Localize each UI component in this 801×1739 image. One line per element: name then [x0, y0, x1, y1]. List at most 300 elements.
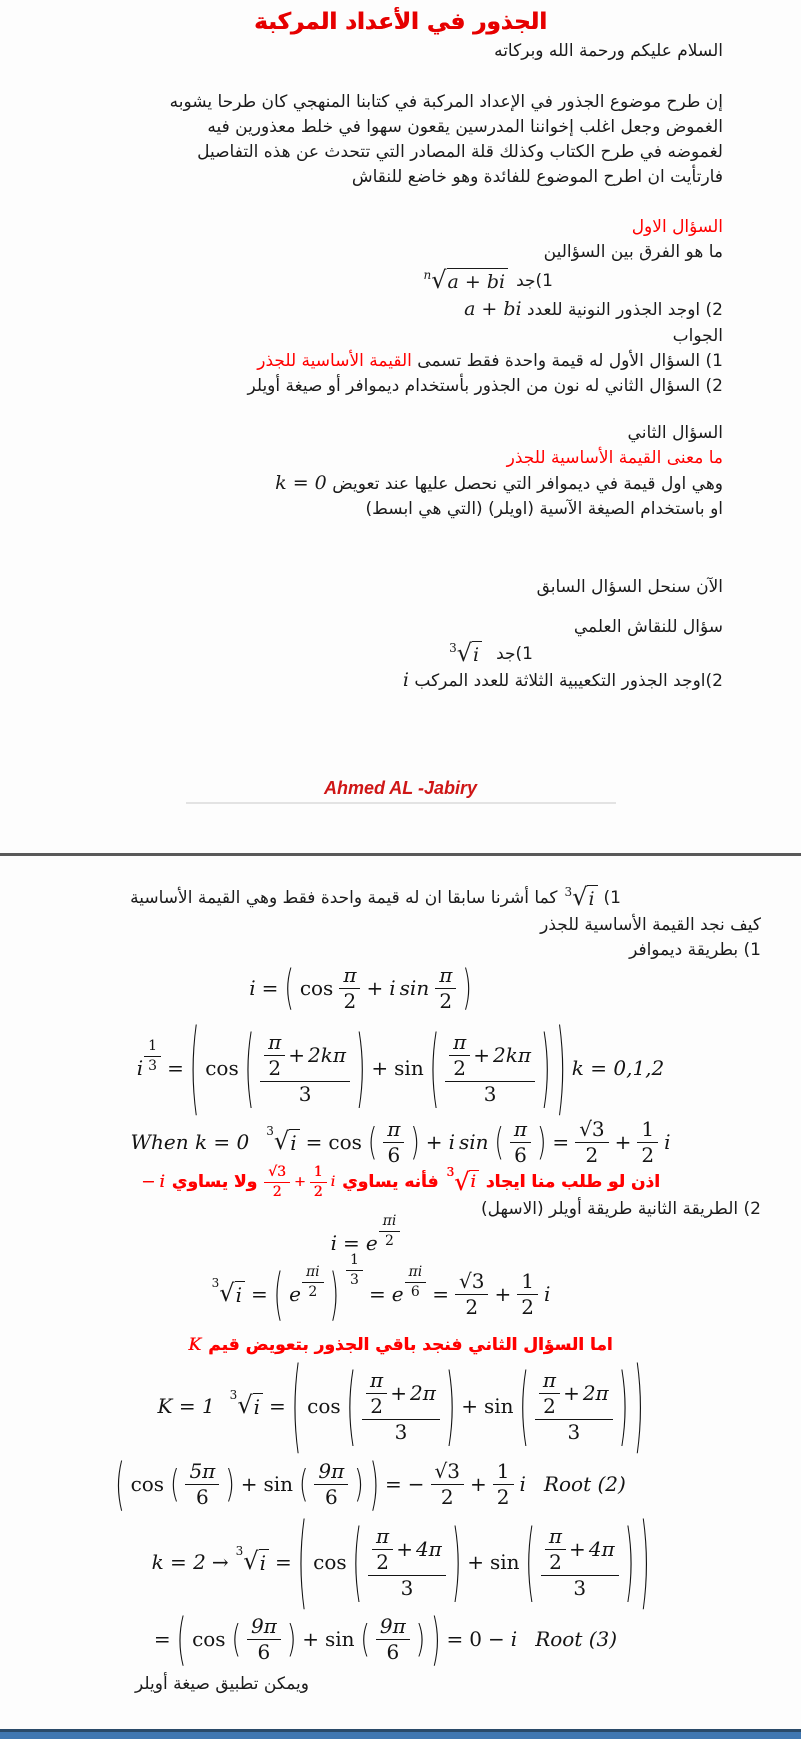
value-expression [264, 1164, 335, 1199]
math-token: i [330, 1174, 336, 1190]
cube-root-of-i [445, 1165, 478, 1196]
numerator [368, 1525, 446, 1576]
euler-cube-root-formula [20, 1252, 741, 1327]
radical-sign: √ [454, 1168, 470, 1196]
math-token: sin [483, 1394, 514, 1418]
math-token: 1 [517, 1270, 538, 1295]
close-paren: ) [556, 1008, 566, 1128]
math-token: = [153, 1627, 171, 1651]
math-token: 3 [483, 1081, 497, 1106]
math-token: 2kπ [493, 1042, 532, 1067]
close-paren: ) [445, 1356, 456, 1456]
radical-sign: √ [572, 882, 588, 911]
math-token: 2 [308, 1283, 318, 1300]
math-token: i [472, 641, 482, 668]
numerator [541, 1525, 619, 1576]
close-paren: ) [354, 1462, 364, 1506]
numerator [445, 1031, 535, 1082]
math-token: π [372, 1525, 393, 1550]
math-token: 6 [514, 1142, 527, 1167]
fraction [376, 1615, 410, 1664]
math-token: 3 [449, 640, 457, 655]
open-paren: ( [525, 1512, 535, 1612]
math-token: √3 [455, 1270, 488, 1295]
math-token: 2 [376, 1549, 389, 1574]
math-token: i [469, 1170, 478, 1192]
k-equals-zero: k = 0 [275, 472, 327, 494]
i-to-one-third [136, 1038, 161, 1085]
fraction [264, 1031, 285, 1080]
close-paren: ) [618, 1356, 629, 1456]
math-token: 4π [415, 1536, 442, 1561]
fraction [368, 1525, 446, 1600]
K-equals-1-label: K = 1 [157, 1394, 215, 1418]
fraction [247, 1615, 281, 1664]
math-token: 2 [543, 1393, 556, 1418]
root2-result-formula [10, 1453, 731, 1515]
open-paren: ( [115, 1451, 125, 1517]
numerator [362, 1369, 440, 1420]
fraction [455, 1270, 488, 1319]
math-token: sin [489, 1550, 520, 1574]
k2-root-formula [40, 1502, 761, 1622]
isin-group [449, 1130, 489, 1154]
math-token: π [383, 1118, 404, 1143]
isin-group [389, 976, 429, 1000]
radical-sign: √ [237, 1391, 253, 1419]
math-token: + [302, 1627, 319, 1651]
math-token: 6 [257, 1639, 271, 1664]
math-token: 1 [637, 1118, 658, 1143]
numerator [535, 1369, 613, 1420]
fraction [302, 1264, 324, 1299]
radical-sign: √ [456, 638, 473, 667]
math-token: 6 [324, 1484, 338, 1509]
fraction [366, 1369, 387, 1418]
math-token: π [264, 1031, 285, 1056]
radical-sign: √ [243, 1547, 259, 1575]
fraction [575, 1118, 608, 1167]
second-question-header [40, 1331, 761, 1359]
math-token: i [259, 1549, 269, 1575]
euler-note: ويمكن تطبيق صيغة أويلر [135, 1674, 309, 1694]
question2-explanation2: او باستخدام الصيغة الآسية (اويلر) (التي هي ابسط) [365, 499, 723, 519]
math-token: π [366, 1369, 387, 1394]
math-token: i [389, 976, 396, 1000]
math-token: 2 [313, 1183, 323, 1200]
now-solve-text: الآن سنحل السؤال السابق [536, 577, 723, 597]
fraction [383, 1118, 404, 1167]
math-token: + [467, 1550, 484, 1574]
k0-principal-root-formula [40, 1117, 761, 1167]
root3-label: Root (3) [535, 1627, 618, 1651]
math-token: a + bi [447, 268, 509, 295]
radical [448, 638, 482, 668]
math-token: 2 [370, 1393, 383, 1418]
math-token: 3 [229, 1388, 238, 1402]
signature-underline [186, 802, 616, 804]
document-title: الجذور في الأعداد المركبة [254, 9, 547, 35]
math-token: = [552, 1130, 570, 1154]
math-token: i [543, 1282, 551, 1306]
radical [564, 882, 598, 912]
math-token: i [587, 885, 597, 912]
math-token: 2 [496, 1484, 510, 1509]
close-paren: ) [286, 1617, 297, 1661]
fraction [310, 1164, 327, 1199]
math-token: πi [379, 1213, 401, 1231]
math-token: i [402, 669, 409, 691]
math-token: √3 [431, 1460, 464, 1485]
math-token: 9π [376, 1615, 410, 1640]
radical-sign: √ [273, 1127, 290, 1155]
math-token: cos [307, 1394, 341, 1418]
math-token: 3 [573, 1575, 587, 1600]
open-paren: ( [291, 1346, 302, 1466]
fraction [314, 1460, 348, 1509]
intro-line: الغموض وجعل اغلب إخواننا المدرسين يقعون سهوا في خلط معذورين فيه [207, 117, 723, 137]
intro-line: فارتأيت ان اطرح الموضوع للفائدة وهو خاضع للنقاش [351, 167, 723, 187]
exponent-one-third [144, 1038, 161, 1073]
question1-header: السؤال الاول [631, 217, 723, 237]
conclusion-text: ولا يساوي [171, 1172, 258, 1192]
open-paren: ( [273, 1261, 284, 1327]
close-paren: ) [415, 1617, 426, 1661]
nth-root-of-a-plus-bi [422, 265, 508, 295]
math-token: 9π [247, 1615, 281, 1640]
open-paren: ( [519, 1356, 529, 1456]
close-paren: ) [329, 1261, 340, 1327]
open-paren: ( [299, 1462, 309, 1506]
root2-label: Root (2) [543, 1472, 626, 1496]
math-token: i [519, 1472, 526, 1496]
intro-line: إن طرح موضوع الجذور في الإعداد المركبة في كتابنا المنهجي كان طرحا يشوبه [169, 92, 723, 112]
K-symbol: K [188, 1335, 202, 1355]
math-token: 3 [446, 1165, 455, 1179]
math-token: 3 [211, 1276, 220, 1290]
exponent-one-third [346, 1252, 363, 1287]
signature-block [78, 778, 723, 804]
close-paren: ) [410, 1120, 420, 1164]
cube-root-of-i [211, 1276, 245, 1307]
post-section-1 [0, 0, 801, 804]
math-token: 1 [346, 1252, 363, 1270]
math-token: sin [458, 1130, 489, 1154]
math-token: a + bi [464, 298, 522, 320]
k-equals-2-label: k = 2 [151, 1550, 206, 1574]
math-token: + [461, 1394, 478, 1418]
close-paren: ) [541, 1018, 551, 1118]
math-token: i [664, 1130, 671, 1154]
math-token: 2π [582, 1380, 609, 1405]
math-token: + [390, 1380, 407, 1405]
math-token: = [261, 976, 279, 1000]
math-token: + [240, 1472, 258, 1496]
math-token: 0 [469, 1627, 483, 1651]
math-token: 2 [440, 1484, 454, 1509]
math-token: = [305, 1130, 323, 1154]
item-number-label: 1) [603, 887, 621, 908]
math-token: − [407, 1472, 425, 1496]
fraction [264, 1164, 290, 1199]
open-paren: ( [244, 1018, 255, 1118]
math-token: + [425, 1130, 443, 1154]
math-token: 2 [453, 1055, 467, 1080]
math-token: 3 [235, 1544, 244, 1558]
fraction [493, 1460, 514, 1509]
math-token: = [269, 1394, 286, 1418]
math-token: 2 [268, 1055, 282, 1080]
fraction [539, 1369, 560, 1418]
bottom-blue-bar [0, 1729, 801, 1739]
fraction [535, 1369, 613, 1444]
math-token: 6 [196, 1484, 209, 1509]
math-token: π [510, 1118, 531, 1143]
math-token: 1 [310, 1164, 327, 1182]
math-token: 3 [148, 1057, 158, 1074]
math-token: 3 [266, 1124, 274, 1138]
math-token: 1 [144, 1038, 161, 1056]
math-token: = [385, 1472, 402, 1496]
math-token: + [473, 1042, 491, 1067]
math-token: = [343, 1231, 360, 1255]
method1-label: 1) بطريقة ديموافر [629, 940, 761, 960]
math-token: + [396, 1536, 413, 1561]
author-signature: Ahmed AL -Jabiry [323, 778, 478, 798]
fraction [260, 1031, 350, 1106]
k-values-label: k = 0,1,2 [571, 1056, 665, 1080]
answer1-highlight: القيمة الأساسية للجذر [257, 351, 412, 371]
fraction [637, 1118, 658, 1167]
math-token: π [539, 1369, 560, 1394]
open-paren: ( [189, 1008, 200, 1128]
math-token: = [275, 1550, 292, 1574]
math-token: 6 [410, 1283, 420, 1300]
discussion-item1 [78, 640, 723, 668]
discussion-header: سؤال للنقاش العلمي [573, 617, 723, 637]
math-token: 6 [387, 1142, 401, 1167]
math-token: e [289, 1282, 301, 1306]
arrow-symbol: → [211, 1550, 229, 1574]
math-token: 2 [521, 1294, 534, 1319]
question1-item1 [78, 265, 723, 297]
math-token: e [391, 1282, 404, 1306]
conclusion-text: فأنه يساوي [342, 1172, 439, 1192]
math-token: e [365, 1231, 378, 1255]
open-paren: ( [170, 1462, 180, 1506]
when-k0-label: When k = 0 [130, 1130, 250, 1154]
close-paren: ) [431, 1606, 441, 1672]
demoivre-form-of-i-formula [0, 960, 721, 1016]
open-paren: ( [367, 1120, 378, 1164]
open-paren: ( [346, 1356, 357, 1456]
math-token: i [159, 1172, 165, 1192]
math-token: = [167, 1056, 184, 1080]
radical-sign: √ [219, 1279, 235, 1307]
math-token: = [432, 1282, 449, 1306]
k1-root-formula [40, 1346, 761, 1466]
math-token: sin [324, 1627, 355, 1651]
close-paren: ) [451, 1512, 462, 1612]
fraction [372, 1525, 393, 1574]
close-paren: ) [369, 1451, 380, 1517]
math-token: π [339, 964, 360, 989]
answer-label: الجواب [672, 326, 723, 346]
cube-root-of-i [229, 1388, 263, 1419]
cube-root-of-i [448, 638, 482, 668]
math-token: 2π [409, 1380, 436, 1405]
cube-root-of-i [564, 882, 598, 912]
math-token: cos [205, 1056, 239, 1080]
solution-line1 [40, 883, 761, 913]
cube-root-of-i [235, 1544, 269, 1575]
fraction [431, 1460, 464, 1509]
answer2: 2) السؤال الثاني له نون من الجذور بأستخدام ديموافر أو صيغة أويلر [247, 376, 723, 396]
cube-root-of-i [265, 1124, 299, 1155]
math-token: 3 [400, 1575, 414, 1600]
question1-prompt: ما هو الفرق بين السؤالين [543, 242, 723, 262]
math-token: sin [399, 976, 430, 1000]
math-token: √3 [264, 1164, 290, 1182]
conclusion-text: اذن لو طلب منا ايجاد [485, 1172, 660, 1192]
open-paren: ( [284, 960, 294, 1016]
solution-line2: كيف نجد القيمة الأساسية للجذر [540, 915, 761, 935]
math-token: 5π [185, 1460, 219, 1485]
item-text: 2)اوجد الجذور التكعيبية الثلاثة للعدد المركب [414, 670, 723, 691]
math-token: πi [405, 1264, 427, 1282]
answer1 [78, 349, 723, 374]
math-token: n [423, 267, 432, 282]
exponent [405, 1264, 427, 1299]
math-token: cos [130, 1472, 165, 1496]
math-token: π [435, 964, 456, 989]
math-token: 2 [585, 1142, 599, 1167]
fraction [445, 1031, 535, 1106]
close-paren: ) [640, 1502, 650, 1622]
math-token: 2 [439, 988, 453, 1013]
close-paren: ) [624, 1512, 635, 1612]
math-token: + [288, 1042, 306, 1067]
math-token: π [545, 1525, 566, 1550]
answer1-text: 1) السؤال الأول له قيمة واحدة فقط تسمى [417, 351, 723, 371]
math-token: 2 [385, 1232, 394, 1249]
post-section-2 [0, 856, 801, 1695]
fraction [339, 964, 360, 1013]
math-token: i [136, 1056, 144, 1080]
math-token: + [563, 1380, 580, 1405]
math-token: 2 [343, 988, 357, 1013]
open-paren: ( [360, 1617, 370, 1661]
math-token: 3 [567, 1419, 581, 1444]
math-token: √3 [575, 1118, 608, 1143]
math-token: cos [313, 1550, 347, 1574]
math-token: 6 [386, 1639, 400, 1664]
close-paren: ) [537, 1120, 547, 1164]
math-token: π [449, 1031, 470, 1056]
math-token: sin [394, 1056, 424, 1080]
intro-paragraph [78, 90, 723, 190]
math-token: cos [328, 1130, 362, 1154]
question2-subheader: ما معنى القيمة الأساسية للجذر [506, 448, 723, 468]
fraction [144, 1038, 161, 1073]
math-token: = [250, 1282, 268, 1306]
fraction [510, 1118, 531, 1167]
numerator [260, 1031, 350, 1082]
greeting-text: السلام عليكم ورحمة الله وبركاته [494, 41, 723, 61]
math-token: i [330, 1231, 338, 1255]
math-token: 3 [298, 1081, 312, 1106]
fraction [517, 1270, 538, 1319]
open-paren: ( [297, 1502, 308, 1622]
math-token: i [235, 1281, 245, 1307]
math-token: = [446, 1627, 464, 1651]
math-token: = [368, 1282, 386, 1306]
item-text: 2) اوجد الجذور النونية للعدد [527, 299, 723, 320]
math-token: i [249, 976, 256, 1000]
explanation-text: وهي اول قيمة في ديموافر التي نحصل عليها عند تعويض [332, 473, 723, 494]
fraction [435, 964, 456, 1013]
fraction [346, 1252, 363, 1287]
math-token: 4π [588, 1536, 615, 1561]
math-token: i [448, 1130, 455, 1154]
question1-item2 [78, 297, 723, 324]
cube-root-general-formula [40, 1008, 761, 1128]
math-token: 2 [272, 1183, 282, 1200]
math-token: i [289, 1129, 299, 1155]
intro-line: لغموضه في طرح الكتاب وكذلك قلة المصادر التي تتحدث عن هذه التفاصيل [197, 142, 723, 162]
math-token: + [494, 1282, 512, 1306]
radical [422, 265, 508, 295]
math-token: cos [192, 1627, 226, 1651]
open-paren: ( [352, 1512, 363, 1612]
a-plus-bi-expression [464, 297, 522, 322]
item-number-label: 1)جد [516, 270, 553, 291]
fraction [541, 1525, 619, 1600]
radical-sign: √ [431, 265, 447, 294]
fraction [405, 1264, 427, 1299]
math-token: 1 [493, 1460, 514, 1485]
question2-explanation [78, 471, 723, 497]
discussion-item2 [78, 668, 723, 694]
math-token: i [253, 1393, 263, 1419]
math-token: + [293, 1174, 306, 1190]
open-paren: ( [231, 1617, 241, 1661]
item-number-label: 1)جد [496, 643, 533, 664]
close-paren: ) [356, 1018, 366, 1118]
fraction [545, 1525, 566, 1574]
math-token: + [470, 1472, 487, 1496]
euler-form-of-i-formula [5, 1213, 726, 1265]
minus-i-expression [141, 1172, 165, 1192]
math-token: 3 [394, 1419, 408, 1444]
math-token: 2 [641, 1142, 655, 1167]
math-token: + [366, 976, 384, 1000]
math-token: sin [263, 1472, 294, 1496]
close-paren: ) [634, 1346, 644, 1466]
math-token: + [569, 1536, 586, 1561]
fraction [449, 1031, 470, 1080]
math-token: + [371, 1056, 389, 1080]
open-paren: ( [429, 1018, 440, 1118]
i-symbol [403, 668, 409, 693]
principal-value-conclusion [40, 1164, 761, 1200]
math-token: πi [302, 1264, 324, 1282]
math-token: 3 [564, 884, 573, 899]
math-token: cos [299, 976, 334, 1000]
math-token: 9π [314, 1460, 348, 1485]
math-token: i [510, 1627, 518, 1651]
open-paren: ( [176, 1606, 187, 1672]
